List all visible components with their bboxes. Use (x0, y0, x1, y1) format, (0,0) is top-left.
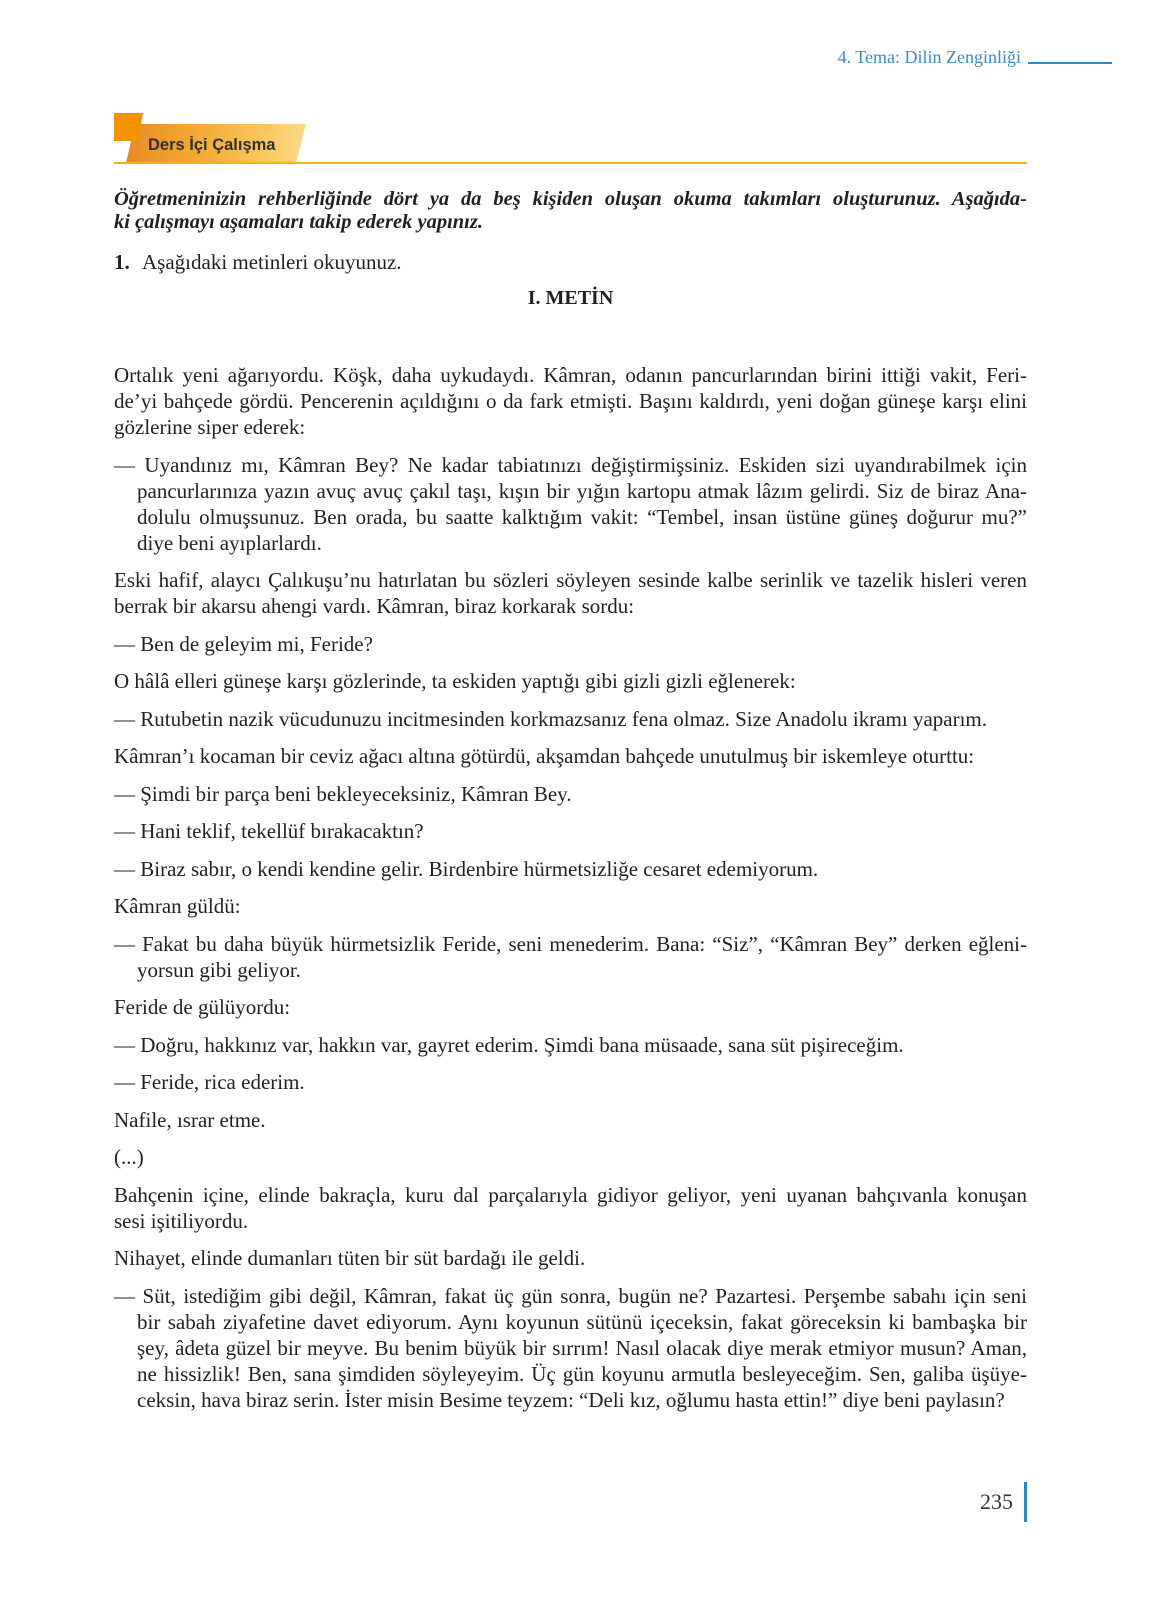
text-line: Eski hafif, alaycı Çalıkuşu’nu hatırlatan bu sözleri söyleyen sesinde kalbe serinlik ve tazelik hisleri veren (114, 568, 1027, 592)
dialogue-paragraph (114, 1032, 1027, 1058)
text-line: — Uyandınız mı, Kâmran Bey? Ne kadar tabiatınızı değiştirmişsiniz. Eskiden sizi uyandırabilmek için (114, 452, 1027, 477)
text-line: Kâmran güldü: (114, 894, 241, 918)
instructions-paragraph (114, 188, 1027, 234)
dialogue-paragraph (114, 931, 1027, 983)
text-line: — Ben de geleyim mi, Feride? (114, 631, 373, 656)
text-line: şey, âdeta güzel bir meyve. Bu benim büyük bir sırrım! Nasıl olacak diye merak etmiyor musun? Aman, (137, 1335, 1027, 1360)
text-line: pancurlarınıza yazın avuç avuç çakıl taşı, kışın bir yığın kartopu atmak lâzım gelirdi. Siz de biraz Ana- (137, 478, 1027, 503)
narration-paragraph (114, 668, 1027, 694)
narration-paragraph (114, 743, 1027, 769)
text-line: berrak bir akarsu ahengi vardı. Kâmran, biraz korkarak sordu: (114, 594, 635, 618)
narration-paragraph (114, 1107, 1027, 1133)
text-line: O hâlâ elleri güneşe karşı gözlerinde, ta eskiden yaptığı gibi gizli gizli eğlenerek: (114, 669, 796, 693)
text-line: — Doğru, hakkınız var, hakkın var, gayret ederim. Şimdi bana müsaade, sana süt pişireceğim. (114, 1032, 904, 1057)
narration-paragraph (114, 567, 1027, 619)
text-line: — Feride, rica ederim. (114, 1070, 305, 1094)
text-line: yorsun gibi geliyor. (137, 957, 301, 982)
text-line: Bahçenin içine, elinde bakraçla, kuru dal parçalarıyla gidiyor geliyor, yeni uyanan bahçıvanla konuşan (114, 1182, 1027, 1207)
text-line: — Süt, istediğim gibi değil, Kâmran, fakat üç gün sonra, bugün ne? Pazartesi. Perşembe sabahı için seni (114, 1283, 1027, 1308)
text-line: gözlerine siper ederek: (114, 415, 306, 439)
header-rule (1028, 62, 1112, 64)
theme-title: 4. Tema: Dilin Zenginliği (837, 47, 1021, 67)
page-number: 235 (980, 1489, 1013, 1514)
dialogue-paragraph (114, 1069, 1027, 1095)
text-line: ne hissizlik! Ben, sana şimdiden söyleyeyim. Üç gün koyunu armutla besleyeceğim. Sen, galiba üşüye- (137, 1361, 1027, 1386)
text-line: — Biraz sabır, o kendi kendine gelir. Birdenbire hürmetsizliğe cesaret edemiyorum. (114, 856, 819, 881)
task-text: Aşağıdaki metinleri okuyunuz. (142, 250, 402, 274)
narration-paragraph (114, 1144, 1027, 1170)
text-line: — Hani teklif, tekellüf bırakacaktın? (114, 819, 424, 843)
text-line: — Fakat bu daha büyük hürmetsizlik Feride, seni menederim. Bana: “Siz”, “Kâmran Bey” derken eğleni- (114, 931, 1027, 956)
task-number: 1. (114, 250, 130, 274)
dialogue-paragraph (114, 452, 1027, 556)
narration-paragraph (114, 893, 1027, 919)
task-item (114, 249, 1027, 275)
text-line: Feride de gülüyordu: (114, 995, 291, 1019)
text-line: Ortalık yeni ağarıyordu. Köşk, daha uykudaydı. Kâmran, odanın pancurlarından birini ittiği vakit, Feri- (114, 363, 1027, 387)
text-line: diye beni ayıplarlardı. (137, 530, 322, 555)
dialogue-paragraph (114, 706, 1027, 732)
text-line: ki çalışmayı aşamaları takip ederek yapınız. (114, 211, 483, 233)
dialogue-paragraph (114, 818, 1027, 844)
page-number-bar (1024, 1482, 1027, 1522)
dialogue-paragraph (114, 856, 1027, 882)
text-line: Nihayet, elinde dumanları tüten bir süt bardağı ile geldi. (114, 1246, 586, 1270)
text-line: de’yi bahçede gördü. Pencerenin açıldığını o da fark etmişti. Başını kaldırdı, yeni doğan güneşe karşı elini (114, 389, 1027, 413)
text-line: (...) (114, 1145, 144, 1169)
text-line: — Şimdi bir parça beni bekleyeceksiniz, Kâmran Bey. (114, 781, 572, 806)
reading-body (114, 362, 1027, 1424)
text-line: Nafile, ısrar etme. (114, 1107, 266, 1132)
narration-paragraph (114, 362, 1027, 440)
narration-paragraph (114, 994, 1027, 1020)
text-line: — Rutubetin nazik vücudunuzu incitmesinden korkmazsanız fena olmaz. Size Anadolu ikramı yaparım. (114, 706, 988, 731)
text-line: dolulu olmuşsunuz. Ben orada, bu saatte kalktığım vakit: “Tembel, insan üstüne güneş doğurur mu?” (137, 504, 1027, 529)
dialogue-paragraph (114, 631, 1027, 657)
text-line: Kâmran’ı kocaman bir ceviz ağacı altına götürdü, akşamdan bahçede unutulmuş bir iskemleye oturttu: (114, 744, 975, 768)
section-divider (114, 162, 1027, 164)
text-line: bir sabah ziyafetine davet ediyorum. Aynı koyunun sütünü içeceksin, fakat göreceksin ki bambaşka bir (137, 1309, 1027, 1334)
text-line: ceksin, hava biraz serin. İster misin Besime teyzem: “Deli kız, oğlumu hasta ettin!” diye beni paylasın? (137, 1387, 1005, 1412)
text-line: Öğretmeninizin rehberliğinde dört ya da beş kişiden oluşan okuma takımları oluşturunuz. Aşağıda- (114, 188, 1027, 210)
dialogue-paragraph (114, 1283, 1027, 1413)
reading-title: I. METİN (527, 287, 614, 309)
text-line: sesi işitiliyordu. (114, 1208, 249, 1233)
narration-paragraph (114, 1182, 1027, 1234)
dialogue-paragraph (114, 781, 1027, 807)
section-badge-label: Ders İçi Çalışma (148, 136, 276, 154)
narration-paragraph (114, 1245, 1027, 1271)
